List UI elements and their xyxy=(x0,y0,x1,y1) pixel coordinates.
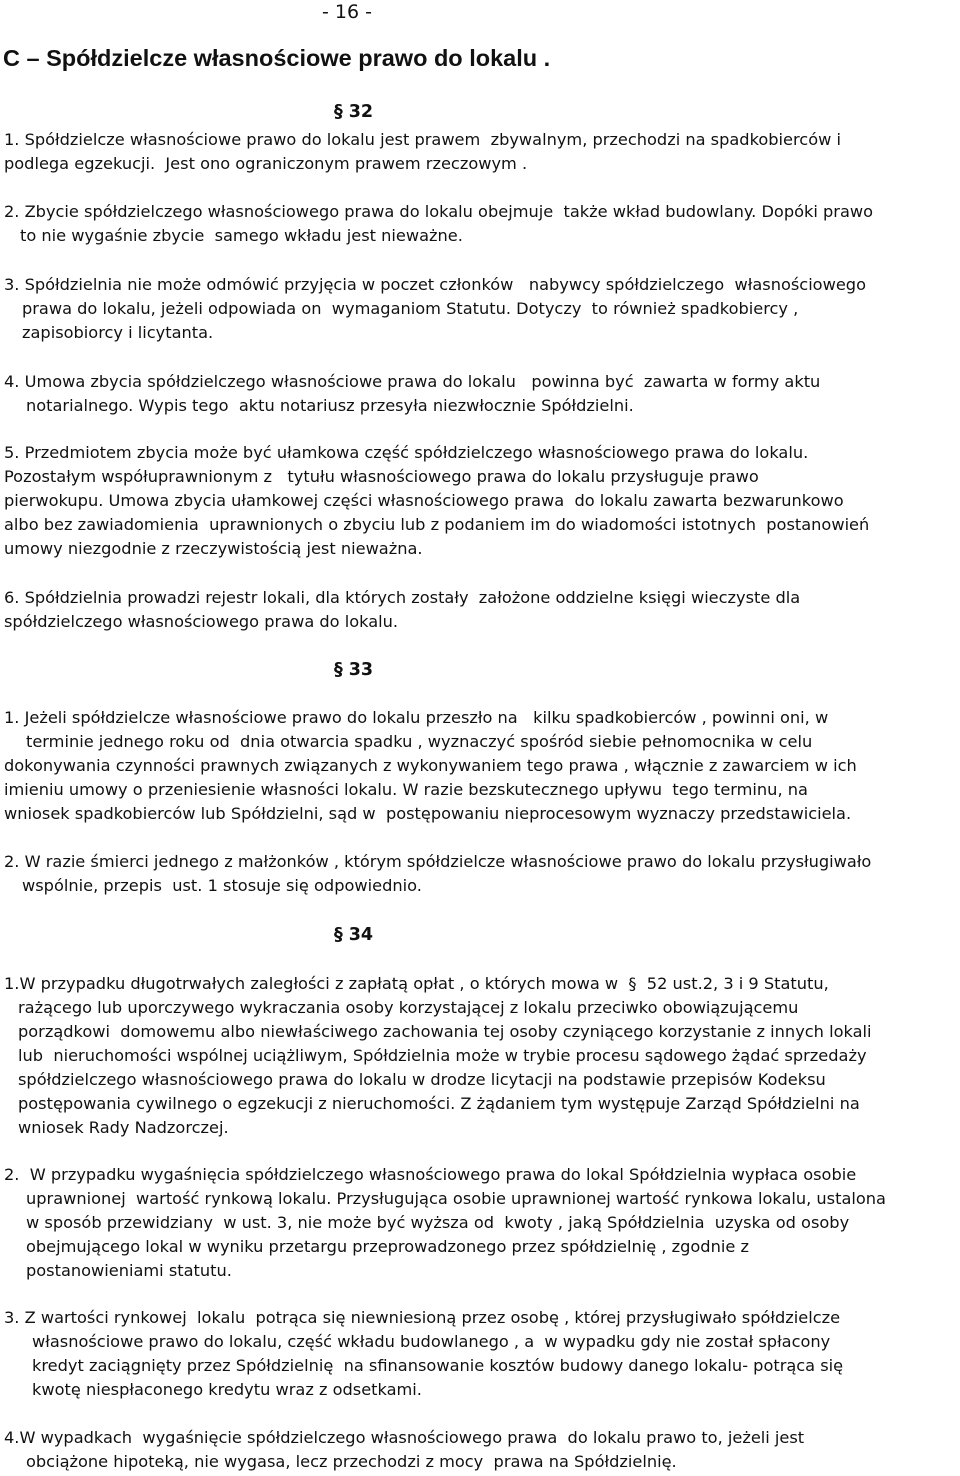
paragraph-32-5 xyxy=(0,441,960,561)
text-line: postępowania cywilnego o egzekucji z nieruchomości. Z żądaniem tym występuje Zarząd Spółdzielni na xyxy=(18,1094,860,1113)
paragraph-34-1 xyxy=(0,972,960,1140)
text-line: 4.W wypadkach wygaśnięcie spółdzielczego własnościowego prawa do lokalu prawo to, jeżeli jest xyxy=(4,1428,805,1447)
section-heading-34 xyxy=(334,924,373,946)
text-line: 2. W przypadku wygaśnięcia spółdzielczego własnościowego prawa do lokal Spółdzielnia wypłaca osobie xyxy=(4,1165,857,1184)
text-line: albo bez zawiadomienia uprawnionych o zbyciu lub z podaniem im do wiadomości istotnych postanowień xyxy=(4,515,870,534)
text-line: terminie jednego roku od dnia otwarcia spadku , wyznaczyć spośród siebie pełnomocnika w celu xyxy=(26,732,813,751)
text-line: Pozostałym współuprawnionym z tytułu własnościowego prawa do lokalu przysługuje prawo xyxy=(4,467,759,486)
text-line: wspólnie, przepis ust. 1 stosuje się odpowiednio. xyxy=(22,876,422,895)
paragraph-34-3 xyxy=(0,1306,960,1402)
section-symbol: § xyxy=(334,925,343,945)
text-line: 3. Z wartości rynkowej lokalu potrąca się niewniesioną przez osobę , której przysługiwało spółdzielcze xyxy=(4,1308,841,1327)
paragraph-32-6 xyxy=(0,586,960,634)
text-line: wniosek Rady Nadzorczej. xyxy=(18,1118,229,1137)
text-line: to nie wygaśnie zbycie samego wkładu jest nieważne. xyxy=(20,226,463,245)
text-line: postanowieniami statutu. xyxy=(26,1261,232,1280)
paragraph-32-3 xyxy=(0,273,960,345)
text-line: dokonywania czynności prawnych związanych z wykonywaniem tego prawa , włącznie z zawarciem w ich xyxy=(4,756,857,775)
paragraph-33-1 xyxy=(0,706,960,826)
text-line: pierwokupu. Umowa zbycia ułamkowej części własnościowego prawa do lokalu zawarta bezwarunkowo xyxy=(4,491,844,510)
text-line: uprawnionej wartość rynkową lokalu. Przysługująca osobie uprawnionej wartość rynkowa lokalu, ustalona xyxy=(26,1189,886,1208)
section-number: 34 xyxy=(348,925,374,945)
text-line: 1.W przypadku długotrwałych zaległości z zapłatą opłat , o których mowa w § 52 ust.2, 3 i 9 Statutu, xyxy=(4,974,829,993)
text-line: 3. Spółdzielnia nie może odmówić przyjęcia w poczet członków nabywcy spółdzielczego własnościowego xyxy=(4,275,866,294)
chapter-heading: C – Spółdzielcze własnościowe prawo do lokalu . xyxy=(3,45,551,71)
text-line: 1. Jeżeli spółdzielcze własnościowe prawo do lokalu przeszło na kilku spadkobierców , powinni oni, w xyxy=(4,708,829,727)
text-line: 2. W razie śmierci jednego z małżonków , którym spółdzielcze własnościowe prawo do lokalu przysługiwało xyxy=(4,852,872,871)
text-line: wniosek spadkobierców lub Spółdzielni, sąd w postępowaniu nieprocesowym wyznaczy przedstawiciela. xyxy=(4,804,852,823)
text-line: obejmującego lokal w wyniku przetargu przeprowadzonego przez spółdzielnię , zgodnie z xyxy=(26,1237,749,1256)
section-symbol: § xyxy=(334,102,343,122)
text-line: 2. Zbycie spółdzielczego własnościowego prawa do lokalu obejmuje także wkład budowlany. Dopóki prawo xyxy=(4,202,874,221)
text-line: podlega egzekucji. Jest ono ograniczonym prawem rzeczowym . xyxy=(4,154,528,173)
text-line: kwotę niespłaconego kredytu wraz z odsetkami. xyxy=(32,1380,422,1399)
text-line: spółdzielczego własnościowego prawa do lokalu. xyxy=(4,612,399,631)
section-heading-33 xyxy=(334,659,373,681)
text-line: 5. Przedmiotem zbycia może być ułamkowa część spółdzielczego własnościowego prawa do lokalu. xyxy=(4,443,809,462)
page-number: - 16 - xyxy=(322,1,372,23)
section-number: 33 xyxy=(348,660,374,680)
section-heading-32 xyxy=(334,101,373,123)
paragraph-34-2 xyxy=(0,1163,960,1283)
paragraph-32-2 xyxy=(0,200,960,248)
text-line: kredyt zaciągnięty przez Spółdzielnię na sfinansowanie kosztów budowy danego lokalu- potrąca się xyxy=(32,1356,844,1375)
text-line: 1. Spółdzielcze własnościowe prawo do lokalu jest prawem zbywalnym, przechodzi na spadkobierców i xyxy=(4,130,841,149)
text-line: 6. Spółdzielnia prowadzi rejestr lokali, dla których zostały założone oddzielne księgi wieczyste dla xyxy=(4,588,801,607)
paragraph-34-4 xyxy=(0,1426,960,1474)
text-line: umowy niezgodnie z rzeczywistością jest nieważna. xyxy=(4,539,423,558)
text-line: obciążone hipoteką, nie wygasa, lecz przechodzi z mocy prawa na Spółdzielnię. xyxy=(26,1452,677,1471)
text-line: spółdzielczego własnościowego prawa do lokalu w drodze licytacji na podstawie przepisów Kodeksu xyxy=(18,1070,826,1089)
text-line: lub nieruchomości wspólnej uciążliwym, Spółdzielnia może w trybie procesu sądowego żądać sprzedaży xyxy=(18,1046,867,1065)
text-line: rażącego lub uporczywego wykraczania osoby korzystającej z lokalu przeciwko obowiązującemu xyxy=(18,998,799,1017)
paragraph-32-1 xyxy=(0,128,960,176)
text-line: imieniu umowy o przeniesienie własności lokalu. W razie bezskutecznego upływu tego terminu, na xyxy=(4,780,808,799)
section-symbol: § xyxy=(334,660,343,680)
text-line: prawa do lokalu, jeżeli odpowiada on wymaganiom Statutu. Dotyczy to również spadkobiercy , xyxy=(22,299,799,318)
text-line: własnościowe prawo do lokalu, część wkładu budowlanego , a w wypadku gdy nie został spłacony xyxy=(32,1332,831,1351)
paragraph-32-4 xyxy=(0,370,960,418)
text-line: 4. Umowa zbycia spółdzielczego własnościowe prawa do lokalu powinna być zawarta w formy aktu xyxy=(4,372,821,391)
text-line: notarialnego. Wypis tego aktu notariusz przesyła niezwłocznie Spółdzielni. xyxy=(26,396,634,415)
section-number: 32 xyxy=(348,102,374,122)
text-line: porządkowi domowemu albo niewłaściwego zachowania tej osoby czyniącego korzystanie z innych lokali xyxy=(18,1022,872,1041)
text-line: w sposób przewidziany w ust. 3, nie może być wyższa od kwoty , jaką Spółdzielnia uzyska od osoby xyxy=(26,1213,850,1232)
paragraph-33-2 xyxy=(0,850,960,898)
text-line: zapisobiorcy i licytanta. xyxy=(22,323,214,342)
